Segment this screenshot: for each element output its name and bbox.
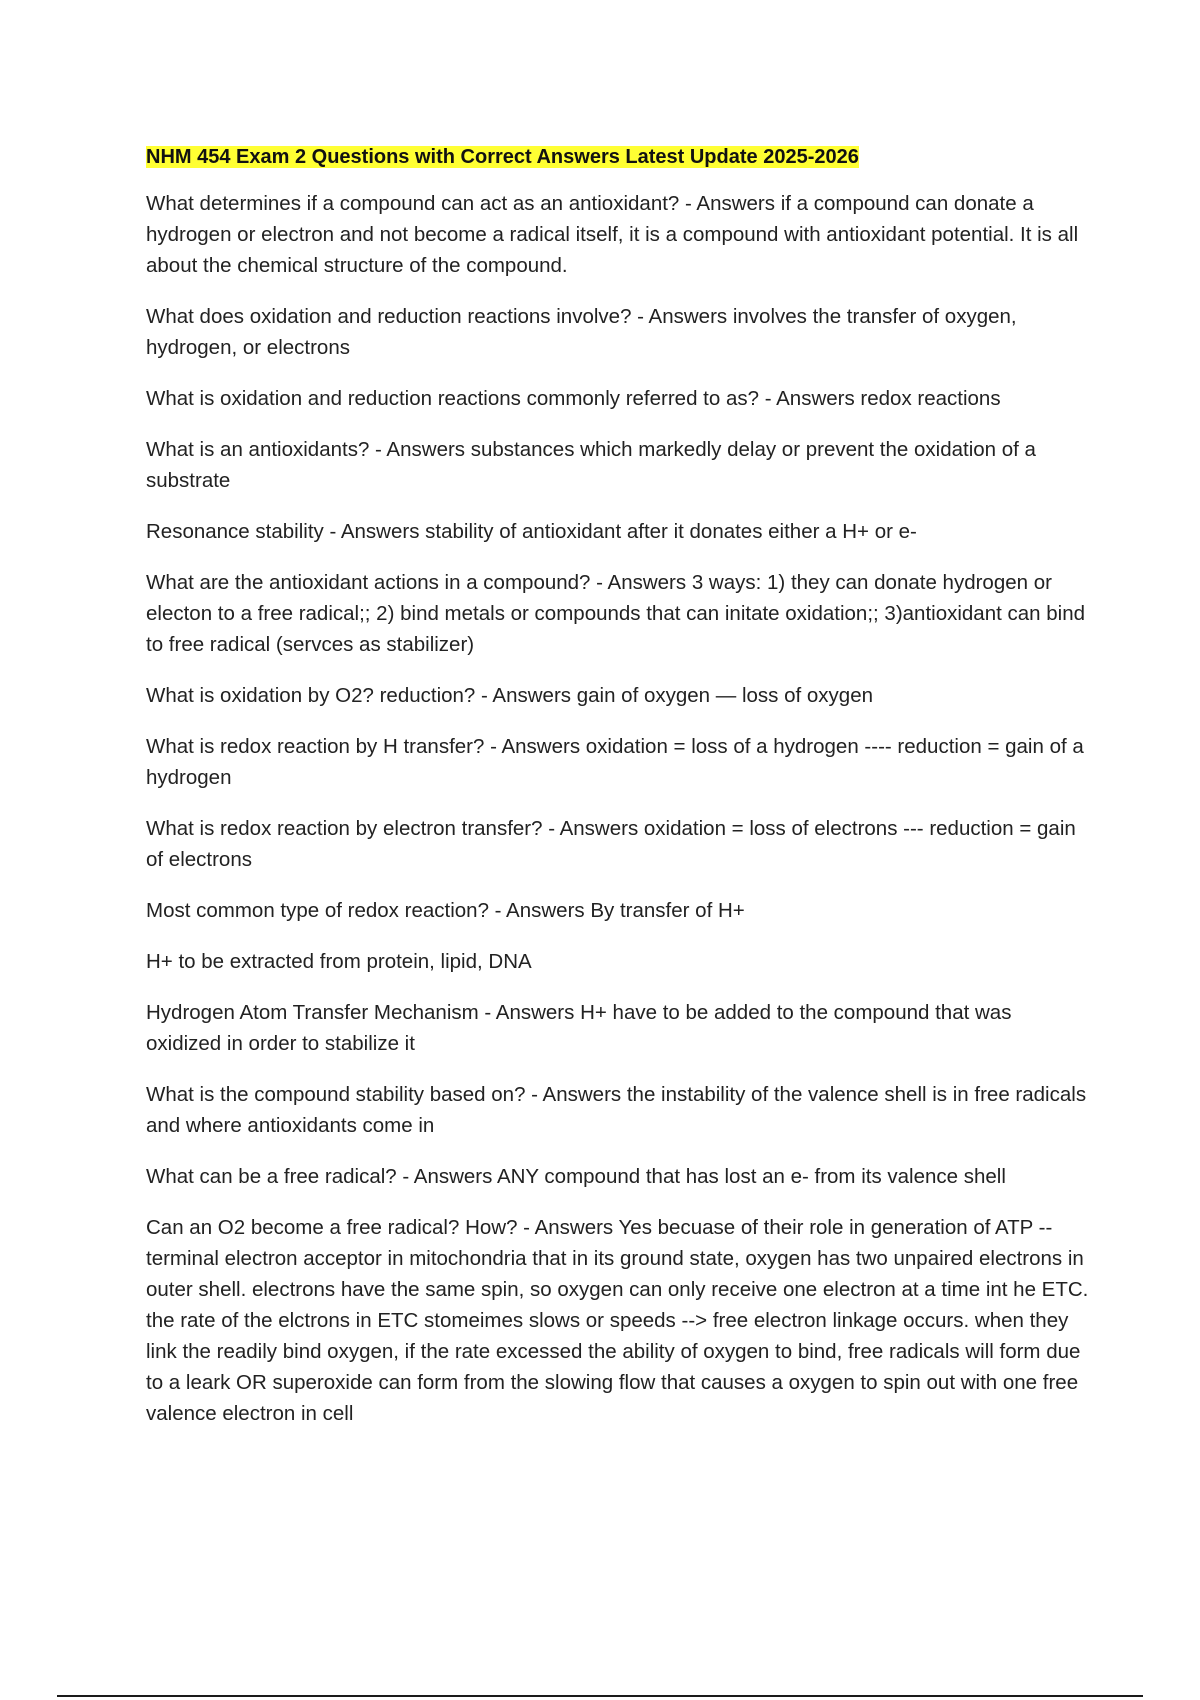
qa-paragraph: What is redox reaction by electron transfer? - Answers oxidation = loss of electrons --- reduction = gain of electrons xyxy=(146,817,1076,871)
qa-paragraph: What is an antioxidants? - Answers substances which markedly delay or prevent the oxidation of a substrate xyxy=(146,438,1036,492)
document-body xyxy=(146,144,1092,1449)
qa-paragraph: What determines if a compound can act as an antioxidant? - Answers if a compound can donate a hydrogen or electron and not become a radical itself, it is a compound with antioxidant potential. It is all about the chemical structure of the compound. xyxy=(146,192,1079,277)
document-title: NHM 454 Exam 2 Questions with Correct Answers Latest Update 2025-2026 xyxy=(146,146,859,168)
qa-paragraph: Resonance stability - Answers stability of antioxidant after it donates either a H+ or e- xyxy=(146,520,917,543)
qa-paragraph: What can be a free radical? - Answers ANY compound that has lost an e- from its valence shell xyxy=(146,1165,1006,1188)
qa-paragraph: H+ to be extracted from protein, lipid, DNA xyxy=(146,950,532,973)
qa-paragraph: What is oxidation by O2? reduction? - Answers gain of oxygen — loss of oxygen xyxy=(146,684,873,707)
qa-paragraph: What is oxidation and reduction reactions commonly referred to as? - Answers redox reactions xyxy=(146,387,1001,410)
footer-rule xyxy=(57,1695,1143,1697)
qa-paragraph: What is the compound stability based on? - Answers the instability of the valence shell is in free radicals and where antioxidants come in xyxy=(146,1083,1087,1137)
title-block xyxy=(146,144,1092,172)
qa-paragraph: Can an O2 become a free radical? How? - Answers Yes becuase of their role in generation of ATP -- terminal electron acceptor in mitochondria that in its ground state, oxygen has two unpaired electrons in outer shell. electrons have the same spin, so oxygen can only receive one electron at a time int he ETC. the rate of the elctrons in ETC stomeimes slows or speeds --> free electron linkage occurs. when they link the readily bind oxygen, if the rate excessed the ability of oxygen to bind, free radicals will form due to a leark OR superoxide can form from the slowing flow that causes a oxygen to spin out with one free valence electron in cell xyxy=(146,1216,1089,1425)
qa-paragraph: Hydrogen Atom Transfer Mechanism - Answers H+ have to be added to the compound that was oxidized in order to stabilize it xyxy=(146,1001,1012,1055)
qa-paragraph: What does oxidation and reduction reactions involve? - Answers involves the transfer of oxygen, hydrogen, or electrons xyxy=(146,305,1017,359)
qa-paragraph: What are the antioxidant actions in a compound? - Answers 3 ways: 1) they can donate hydrogen or electon to a free radical;; 2) bind metals or compounds that can initate oxidation;; 3)antioxidant can bind to free radical (servces as stabilizer) xyxy=(146,571,1086,656)
qa-paragraph: What is redox reaction by H transfer? - Answers oxidation = loss of a hydrogen ---- reduction = gain of a hydrogen xyxy=(146,735,1084,789)
qa-paragraph: Most common type of redox reaction? - Answers By transfer of H+ xyxy=(146,899,745,922)
